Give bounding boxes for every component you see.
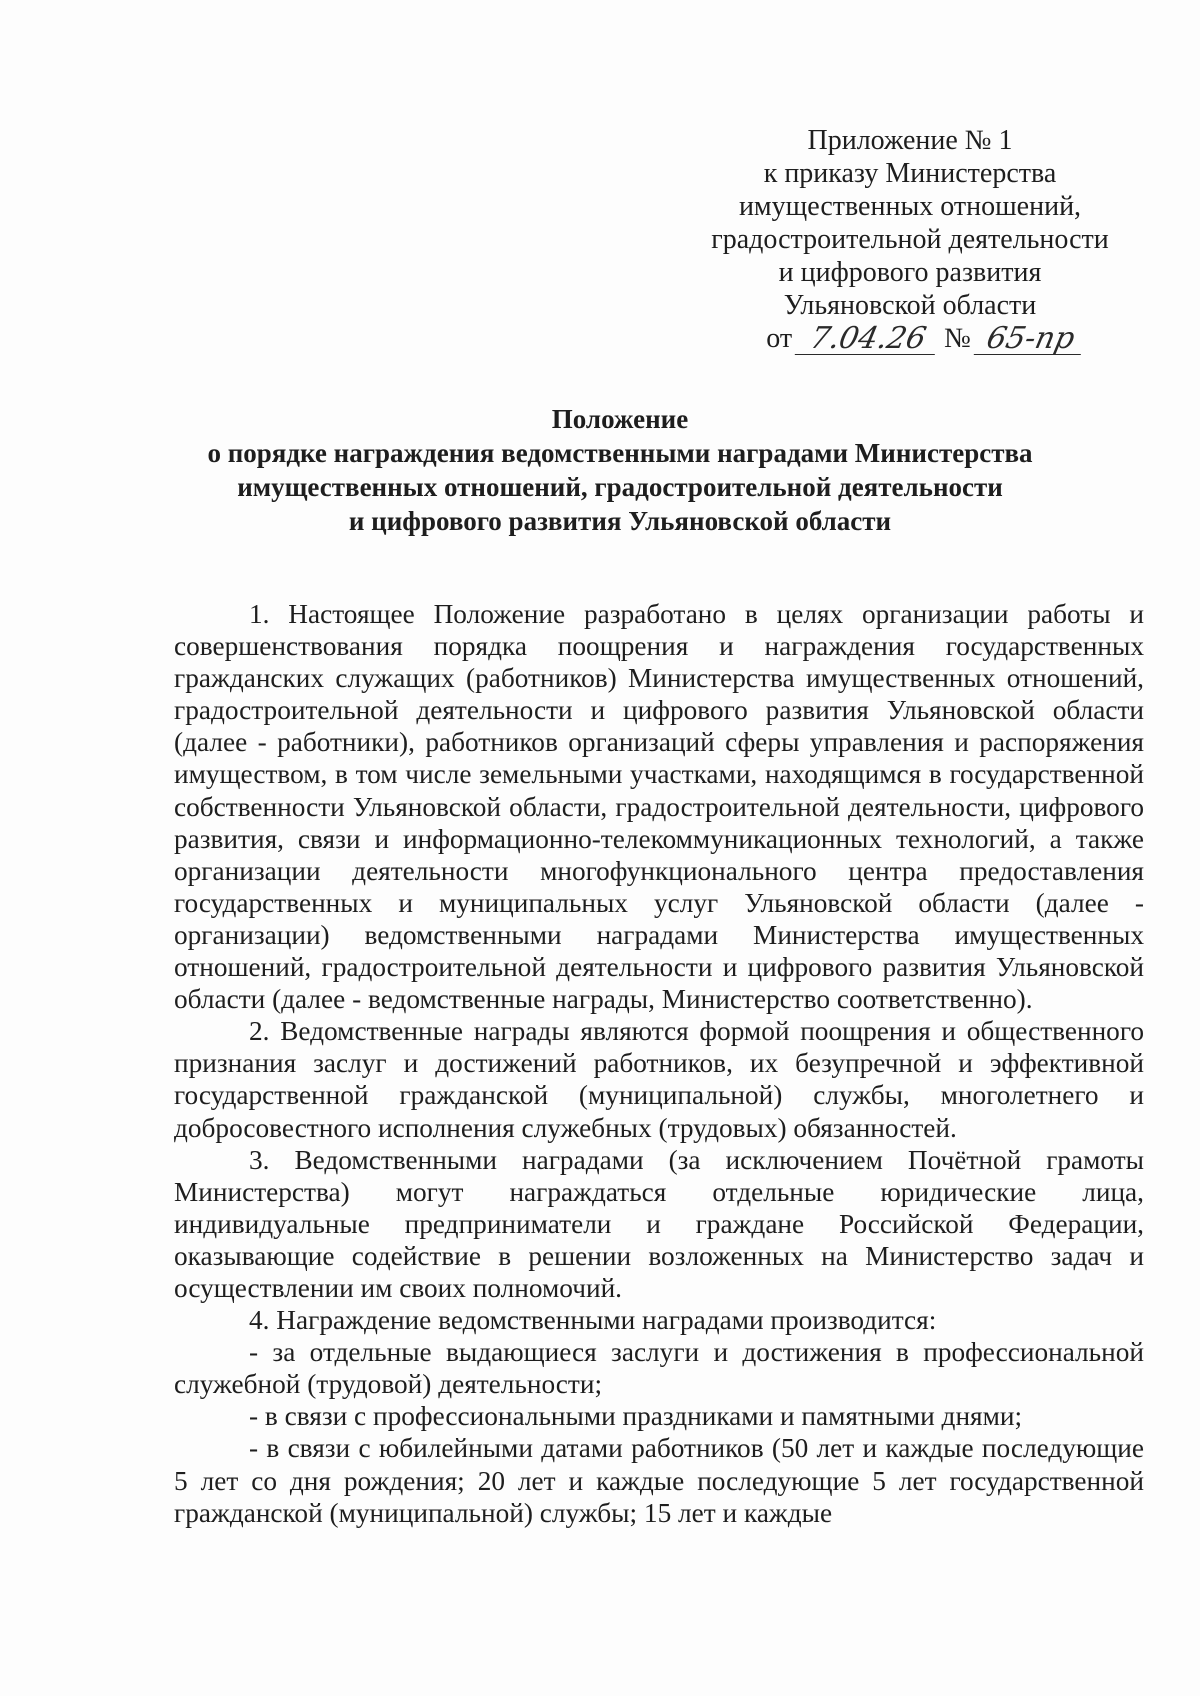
appendix-line: к приказу Министерства [763, 158, 1057, 189]
title-line: имущественных отношений, градостроительной деятельности [237, 472, 1003, 502]
order-date-number-line [766, 322, 1083, 355]
appendix-line: имущественных отношений, [738, 191, 1082, 222]
paragraph-2: 2. Ведомственные награды являются формой поощрения и общественного признания заслуг и достижений работников, их безупречной и эффективной государственной гражданской (муниципальной) службы, многолетнего и добросовестного исполнения служебных (трудовых) обязанностей. [174, 1016, 1144, 1143]
appendix-line: Приложение № 1 [807, 125, 1013, 156]
document-body [174, 598, 1144, 1529]
list-item: - за отдельные выдающиеся заслуги и достижения в профессиональной служебной (трудовой) деятельности; [174, 1337, 1144, 1400]
paragraph-4: 4. Награждение ведомственными наградами производится: [249, 1305, 937, 1336]
number-prefix: № [944, 323, 971, 354]
document-title [150, 402, 1090, 538]
title-line: о порядке награждения ведомственными наградами Министерства [207, 438, 1033, 468]
handwritten-date: 7.04.26 [795, 324, 942, 355]
title-line: и цифрового развития Ульяновской области [348, 506, 892, 536]
appendix-line: градостроительной деятельности [711, 224, 1109, 255]
date-prefix: от [766, 323, 793, 354]
handwritten-order-number: 65-пр [974, 324, 1087, 355]
paragraph-3: 3. Ведомственными наградами (за исключением Почётной грамоты Министерства) могут награждаться отдельные юридические лица, индивидуальные предприниматели и граждане Российской Федерации, оказывающие содействие в решении возложенных на Министерство задач и осуществлении им своих полномочий. [174, 1144, 1144, 1303]
appendix-line: и цифрового развития [778, 257, 1042, 288]
paragraph-1: 1. Настоящее Положение разработано в целях организации работы и совершенствования порядка поощрения и награждения государственных гражданских служащих (работников) Министерства имущественных отношений, градостроительной деятельности и цифрового развития Ульяновской области (далее - работники), работников организаций сферы управления и распоряжения имуществом, в том числе земельными участками, находящимся в государственной собственности Ульяновской области, градостроительной деятельности, цифрового развития, связи и информационно-телекоммуникационных технологий, а также организации деятельности многофункционального центра предоставления государственных и муниципальных услуг Ульяновской области (далее - организации) ведомственными наградами Министерства имущественных отношений, градостроительной деятельности и цифрового развития Ульяновской области (далее - ведомственные награды, Министерство соответственно). [174, 599, 1144, 1015]
appendix-line: Ульяновской области [783, 290, 1037, 321]
list-item: - в связи с профессиональными праздниками и памятными днями; [249, 1401, 1023, 1432]
title-heading: Положение [551, 404, 689, 434]
appendix-header [700, 124, 1120, 355]
list-item: - в связи с юбилейными датами работников (50 лет и каждые последующие 5 лет со дня рождения; 20 лет и каждые последующие 5 лет государственной гражданской (муниципальной) службы; 15 лет и каждые [174, 1433, 1144, 1528]
